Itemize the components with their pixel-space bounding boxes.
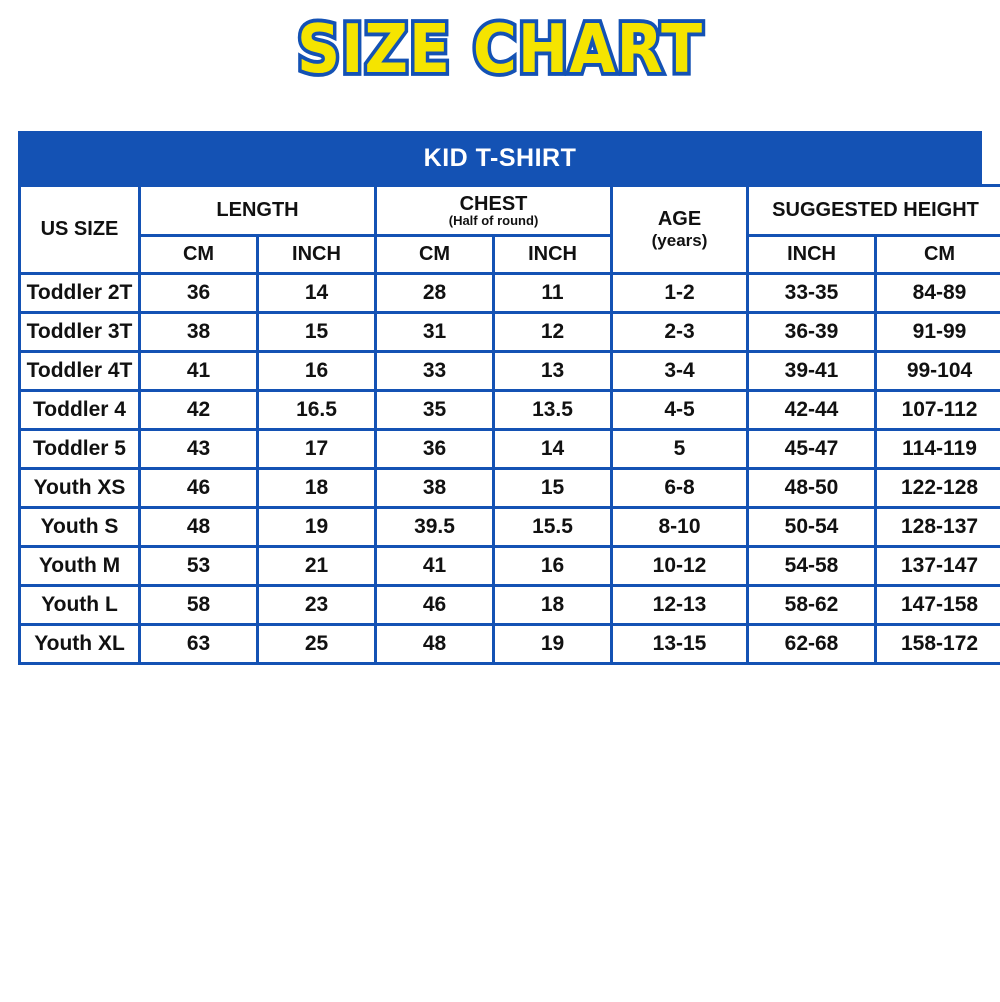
cell-us-size: Toddler 5 xyxy=(20,430,140,469)
cell-height-inch: 33-35 xyxy=(748,274,876,313)
header-us-size: US SIZE xyxy=(20,186,140,274)
cell-height-inch: 50-54 xyxy=(748,508,876,547)
page-title: SIZE CHART xyxy=(296,10,704,89)
header-height-inch: INCH xyxy=(748,236,876,274)
header-chest-cm: CM xyxy=(376,236,494,274)
header-length: LENGTH xyxy=(140,186,376,236)
cell-length-inch: 16 xyxy=(258,352,376,391)
cell-chest-inch: 15 xyxy=(494,469,612,508)
cell-chest-inch: 15.5 xyxy=(494,508,612,547)
cell-height-cm: 137-147 xyxy=(876,547,1000,586)
cell-chest-cm: 36 xyxy=(376,430,494,469)
header-height-cm: CM xyxy=(876,236,1000,274)
table-row xyxy=(20,547,1000,586)
header-chest xyxy=(376,186,612,236)
cell-height-cm: 107-112 xyxy=(876,391,1000,430)
header-row-groups xyxy=(20,186,1000,236)
cell-age: 8-10 xyxy=(612,508,748,547)
table-body xyxy=(20,274,1000,664)
header-chest-inch: INCH xyxy=(494,236,612,274)
cell-length-inch: 17 xyxy=(258,430,376,469)
cell-chest-inch: 11 xyxy=(494,274,612,313)
cell-chest-inch: 13 xyxy=(494,352,612,391)
cell-us-size: Toddler 2T xyxy=(20,274,140,313)
cell-length-inch: 19 xyxy=(258,508,376,547)
cell-chest-cm: 39.5 xyxy=(376,508,494,547)
cell-age: 4-5 xyxy=(612,391,748,430)
cell-age: 12-13 xyxy=(612,586,748,625)
cell-height-inch: 58-62 xyxy=(748,586,876,625)
cell-chest-inch: 13.5 xyxy=(494,391,612,430)
cell-height-cm: 91-99 xyxy=(876,313,1000,352)
cell-height-cm: 99-104 xyxy=(876,352,1000,391)
cell-age: 5 xyxy=(612,430,748,469)
cell-length-cm: 42 xyxy=(140,391,258,430)
header-length-inch: INCH xyxy=(258,236,376,274)
cell-length-cm: 48 xyxy=(140,508,258,547)
cell-length-inch: 25 xyxy=(258,625,376,664)
header-chest-note: (Half of round) xyxy=(448,213,539,228)
cell-height-inch: 45-47 xyxy=(748,430,876,469)
table-row xyxy=(20,313,1000,352)
cell-age: 10-12 xyxy=(612,547,748,586)
cell-height-inch: 54-58 xyxy=(748,547,876,586)
header-chest-label: CHEST xyxy=(459,193,528,215)
cell-length-inch: 18 xyxy=(258,469,376,508)
cell-height-inch: 36-39 xyxy=(748,313,876,352)
cell-length-inch: 23 xyxy=(258,586,376,625)
cell-us-size: Youth S xyxy=(20,508,140,547)
size-chart xyxy=(18,131,982,665)
cell-height-cm: 84-89 xyxy=(876,274,1000,313)
cell-height-cm: 114-119 xyxy=(876,430,1000,469)
cell-us-size: Youth M xyxy=(20,547,140,586)
cell-length-cm: 36 xyxy=(140,274,258,313)
cell-height-inch: 42-44 xyxy=(748,391,876,430)
cell-length-cm: 53 xyxy=(140,547,258,586)
chart-title: KID T-SHIRT xyxy=(18,131,982,184)
cell-height-cm: 128-137 xyxy=(876,508,1000,547)
table-head xyxy=(20,186,1000,274)
cell-length-inch: 14 xyxy=(258,274,376,313)
cell-chest-inch: 16 xyxy=(494,547,612,586)
cell-length-cm: 43 xyxy=(140,430,258,469)
cell-age: 3-4 xyxy=(612,352,748,391)
page-title-banner xyxy=(0,0,1000,89)
cell-us-size: Toddler 4T xyxy=(20,352,140,391)
table-row xyxy=(20,508,1000,547)
cell-chest-cm: 35 xyxy=(376,391,494,430)
cell-height-cm: 158-172 xyxy=(876,625,1000,664)
header-age xyxy=(612,186,748,274)
cell-chest-cm: 46 xyxy=(376,586,494,625)
cell-age: 13-15 xyxy=(612,625,748,664)
cell-height-inch: 48-50 xyxy=(748,469,876,508)
table-row xyxy=(20,469,1000,508)
header-suggested-height: SUGGESTED HEIGHT xyxy=(748,186,1000,236)
cell-chest-cm: 33 xyxy=(376,352,494,391)
cell-height-inch: 39-41 xyxy=(748,352,876,391)
cell-us-size: Youth XL xyxy=(20,625,140,664)
size-chart-table xyxy=(18,184,1000,665)
header-length-cm: CM xyxy=(140,236,258,274)
cell-height-cm: 147-158 xyxy=(876,586,1000,625)
table-row xyxy=(20,430,1000,469)
cell-chest-inch: 19 xyxy=(494,625,612,664)
cell-chest-cm: 41 xyxy=(376,547,494,586)
cell-length-inch: 21 xyxy=(258,547,376,586)
cell-length-inch: 15 xyxy=(258,313,376,352)
table-row xyxy=(20,586,1000,625)
cell-chest-cm: 38 xyxy=(376,469,494,508)
table-row xyxy=(20,625,1000,664)
cell-length-cm: 63 xyxy=(140,625,258,664)
cell-us-size: Toddler 4 xyxy=(20,391,140,430)
cell-chest-cm: 31 xyxy=(376,313,494,352)
cell-chest-cm: 28 xyxy=(376,274,494,313)
cell-length-cm: 38 xyxy=(140,313,258,352)
cell-chest-inch: 12 xyxy=(494,313,612,352)
cell-length-cm: 58 xyxy=(140,586,258,625)
header-row-units xyxy=(20,236,1000,274)
cell-chest-inch: 14 xyxy=(494,430,612,469)
cell-height-inch: 62-68 xyxy=(748,625,876,664)
cell-length-cm: 41 xyxy=(140,352,258,391)
cell-chest-inch: 18 xyxy=(494,586,612,625)
header-age-note: (years) xyxy=(651,231,708,251)
cell-chest-cm: 48 xyxy=(376,625,494,664)
cell-us-size: Youth XS xyxy=(20,469,140,508)
cell-age: 2-3 xyxy=(612,313,748,352)
cell-age: 1-2 xyxy=(612,274,748,313)
cell-length-inch: 16.5 xyxy=(258,391,376,430)
cell-height-cm: 122-128 xyxy=(876,469,1000,508)
cell-us-size: Toddler 3T xyxy=(20,313,140,352)
table-row xyxy=(20,391,1000,430)
table-row xyxy=(20,352,1000,391)
cell-us-size: Youth L xyxy=(20,586,140,625)
header-age-label: AGE xyxy=(657,208,702,231)
cell-length-cm: 46 xyxy=(140,469,258,508)
cell-age: 6-8 xyxy=(612,469,748,508)
table-row xyxy=(20,274,1000,313)
